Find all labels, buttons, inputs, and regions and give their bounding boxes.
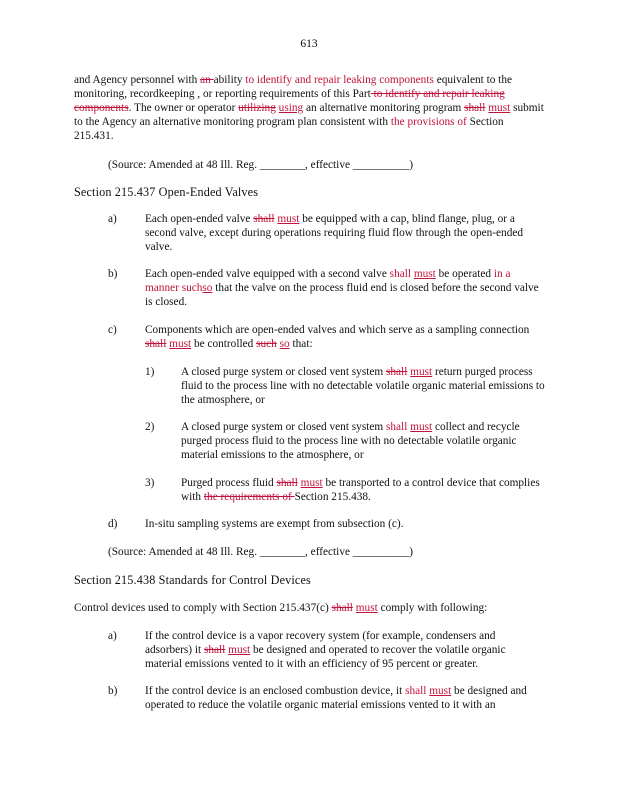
- sub-item-label: 2): [145, 421, 155, 433]
- text-run: return purged process fluid to the process line with no detectable volatile organic material emissions to the atmosphere, or: [181, 366, 545, 406]
- revised-text: shall: [405, 685, 427, 697]
- revised-text: shall: [386, 421, 408, 433]
- deleted-text: shall: [331, 602, 353, 614]
- text-run: A closed purge system or closed vent system: [181, 366, 386, 378]
- text-run: Section 215.431.: [74, 116, 504, 142]
- inserted-text: must: [277, 213, 300, 225]
- revised-text: in a manner such: [145, 268, 511, 294]
- inserted-text: so: [279, 338, 290, 350]
- revised-text: shall: [389, 268, 412, 280]
- item-text: [145, 323, 545, 351]
- text-run: be operated: [435, 268, 494, 280]
- sub-item-label: 1): [145, 366, 155, 378]
- text-run: that the valve on the process fluid end is closed before the second valve is closed.: [145, 282, 539, 308]
- deleted-text: shall: [386, 366, 408, 378]
- item-text: [145, 684, 545, 712]
- deleted-text: shall: [145, 338, 167, 350]
- sub-item-label: 3): [145, 477, 155, 489]
- deleted-text: shall: [464, 102, 486, 114]
- text-run: If the control device is an enclosed combustion device, it: [145, 685, 406, 697]
- text-run: Section 215.438.: [294, 491, 371, 503]
- text-run: submit to the Agency an alternative monitoring program plan consistent with: [74, 102, 544, 128]
- sub-item-text: [181, 476, 549, 504]
- text-run: Each open-ended valve: [145, 213, 254, 225]
- text-run: be transported to a control device that complies with: [181, 477, 540, 503]
- section-215-437-heading: Section 215.437 Open-Ended Valves: [74, 185, 259, 199]
- inserted-text: must: [228, 644, 251, 656]
- text-run: be designed and operated to reduce the volatile organic material emissions vented to it with an: [145, 685, 527, 711]
- page-number: 613: [300, 38, 318, 50]
- text-run: Purged process fluid: [181, 477, 277, 489]
- text-run: and Agency personnel with: [74, 74, 201, 86]
- text-run: equivalent to the monitoring, recordkeeping: [74, 74, 512, 100]
- sub-item-text: [181, 365, 549, 407]
- item-label: b): [108, 268, 118, 280]
- deleted-text: shall: [203, 644, 226, 656]
- item-text: [145, 212, 545, 254]
- deleted-text: shall: [253, 213, 275, 225]
- section-215-438-intro: [74, 601, 544, 615]
- text-run: collect and recycle purged process fluid to the process line with no detectable volatile organic material emissions to the atmosphere, or: [181, 421, 520, 461]
- text-run: . The owner or operator: [128, 102, 239, 114]
- item-text: [145, 267, 545, 309]
- item-label: a): [108, 630, 117, 642]
- intro-paragraph: [74, 73, 544, 143]
- text-run: Each open-ended valve equipped with a second valve: [145, 268, 390, 280]
- inserted-text: so: [202, 282, 213, 294]
- deleted-text: such: [256, 338, 277, 350]
- item-label: b): [108, 685, 118, 697]
- item-label: c): [108, 324, 117, 336]
- text-run: that:: [289, 338, 313, 350]
- sub-item-text: [181, 420, 549, 462]
- deleted-text: an: [200, 74, 214, 86]
- item-label: a): [108, 213, 117, 225]
- source-note-1: (Source: Amended at 48 Ill. Reg. ________, effective __________): [108, 159, 414, 171]
- text-run: Components which are open-ended valves and which serve as a sampling connection: [145, 324, 530, 336]
- revised-text: the provisions of: [390, 116, 467, 128]
- inserted-text: must: [355, 602, 378, 614]
- inserted-text: must: [300, 477, 323, 489]
- text-run: A closed purge system or closed vent system: [181, 421, 386, 433]
- deleted-text: utilizing: [238, 102, 276, 114]
- source-note-2: (Source: Amended at 48 Ill. Reg. ________, effective __________): [108, 546, 414, 558]
- inserted-text: must: [169, 338, 192, 350]
- inserted-text: must: [410, 421, 433, 433]
- inserted-text: must: [413, 268, 436, 280]
- item-label: d): [108, 518, 118, 530]
- text-run: comply with following:: [377, 602, 488, 614]
- text-run: an alternative monitoring program: [303, 102, 465, 114]
- text-run: If the control device is a vapor recovery system (for example, condensers and adsorbers) it: [145, 630, 496, 656]
- text-run: , or reporting requirements of this Part: [197, 88, 371, 100]
- text-run: be designed and operated to recover the volatile organic material emissions vented to it with an efficiency of 95 percent or greater.: [145, 644, 506, 670]
- text-run: ability: [213, 74, 243, 86]
- item-text: [145, 629, 545, 671]
- item-text: In-situ sampling systems are exempt from subsection (c).: [145, 518, 404, 530]
- inserted-text: must: [488, 102, 511, 114]
- deleted-text: shall: [276, 477, 298, 489]
- inserted-text: must: [429, 685, 452, 697]
- inserted-text: using: [278, 102, 304, 114]
- deleted-text: to identify and repair leaking components: [74, 88, 505, 114]
- text-run: Control devices used to comply with Section 215.437(c): [74, 602, 332, 614]
- section-215-438-heading: Section 215.438 Standards for Control Devices: [74, 573, 311, 587]
- revised-text: to identify and repair leaking components: [242, 74, 434, 86]
- text-run: be controlled: [191, 338, 257, 350]
- deleted-text: the requirements of: [203, 491, 295, 503]
- inserted-text: must: [410, 366, 433, 378]
- text-run: be equipped with a cap, blind flange, plug, or a second valve, except during operations requiring fluid flow through the open-ended valve.: [145, 213, 524, 253]
